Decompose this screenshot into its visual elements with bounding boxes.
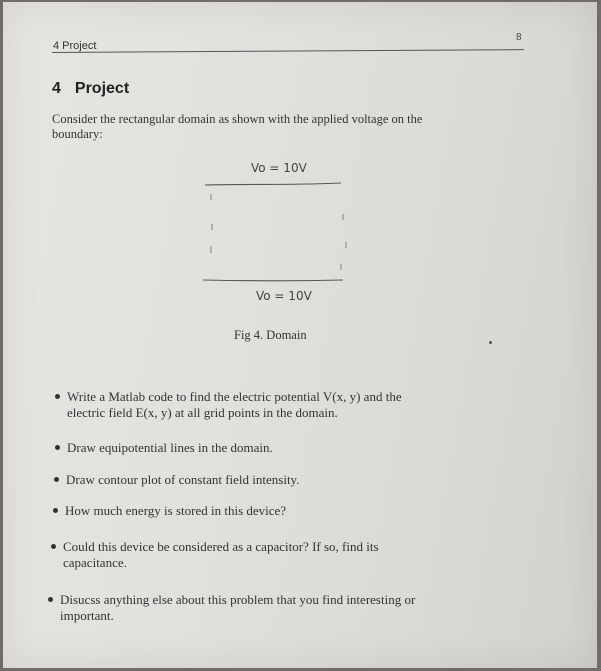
bullet-line: important.: [60, 608, 114, 623]
running-header-title: 4 Project: [53, 40, 97, 52]
bullet-line: Write a Matlab code to find the electric potential V(x, y) and the: [67, 389, 402, 404]
bullet-line: Disucss anything else about this problem that you find interesting or: [60, 592, 416, 607]
bullet-line: Draw equipotential lines in the domain.: [67, 440, 273, 455]
bottom-voltage-label: Vo = 10V: [256, 289, 312, 303]
intro-paragraph: [52, 112, 532, 142]
bullet-line: How much energy is stored in this device?: [65, 503, 287, 518]
bullet-item-4: [65, 503, 286, 519]
bullet-item-2: [67, 440, 273, 456]
side-boundary-ticks: [211, 194, 346, 270]
intro-line-1: Consider the rectangular domain as shown with the applied voltage on the: [52, 112, 423, 126]
page-number: 8: [516, 32, 522, 43]
figure-caption: Fig 4. Domain: [234, 328, 307, 342]
bullet-dot: [55, 394, 60, 399]
bullet-item-3: [66, 472, 299, 488]
section-title: Project: [74, 80, 130, 97]
bullet-dot: [53, 508, 58, 513]
bullet-item-1: [67, 389, 402, 421]
top-boundary-line: [205, 183, 341, 185]
bullet-dot: [48, 597, 53, 602]
domain-sketch: [193, 154, 363, 304]
bullet-item-6: [60, 592, 415, 624]
document-page: [3, 2, 597, 668]
bottom-boundary-line: [203, 280, 343, 281]
bullet-dot: [55, 445, 60, 450]
bullet-dot: [51, 544, 56, 549]
bullet-line: Draw contour plot of constant field intensity.: [66, 472, 300, 487]
bullet-line: capacitance.: [63, 555, 127, 570]
intro-line-2: boundary:: [52, 127, 103, 141]
bullet-item-5: [63, 539, 379, 571]
section-number: 4: [52, 80, 61, 97]
bullet-line: electric field E(x, y) at all grid points in the domain.: [67, 405, 338, 420]
section-heading: [52, 80, 129, 98]
bullet-dot: [54, 477, 59, 482]
stray-mark: [489, 341, 492, 344]
header-rule: [52, 49, 524, 53]
bullet-line: Could this device be considered as a capacitor? If so, find its: [63, 539, 379, 554]
top-voltage-label: Vo = 10V: [251, 161, 307, 175]
